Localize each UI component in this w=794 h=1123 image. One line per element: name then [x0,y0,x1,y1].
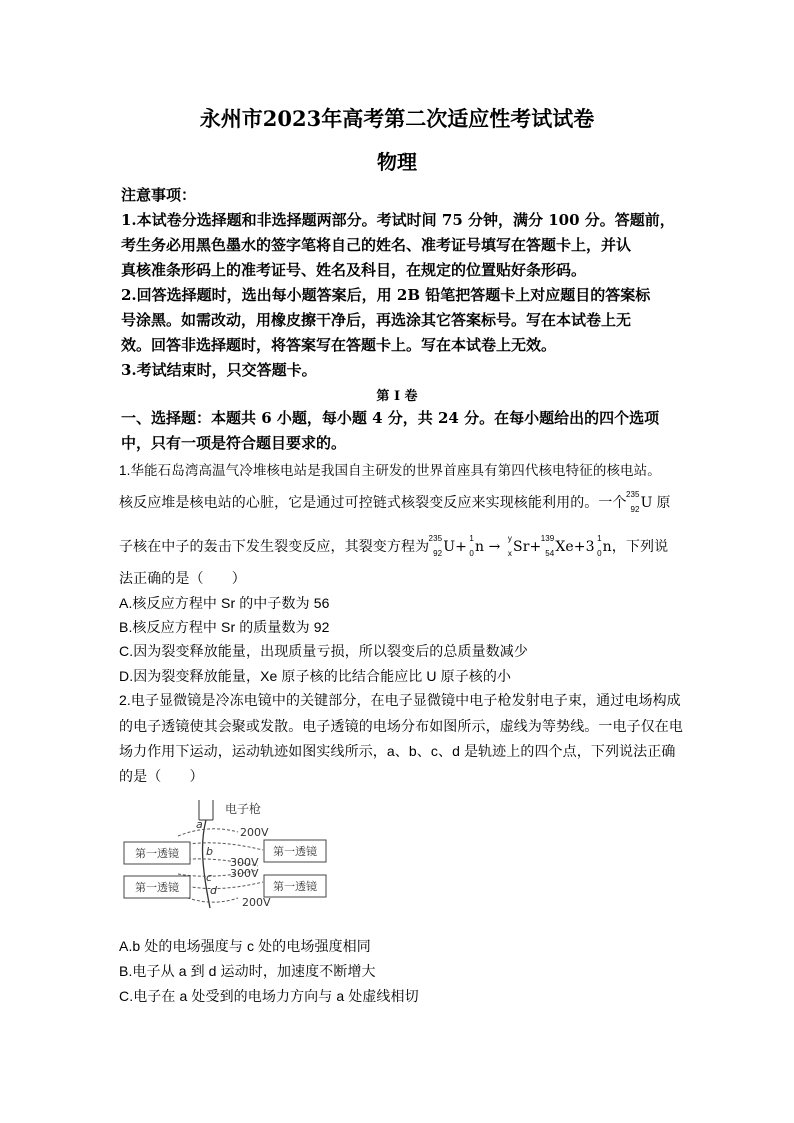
notes-line: 真核准条形码上的准考证号、姓名及科目，在规定的位置贴好条形码。 [121,261,587,279]
nuclide-u: 235 92 [428,534,443,558]
point-label-c: c [206,871,213,884]
nuclide-xe: 139 54 [540,534,555,558]
question-1-text: 法正确的是（ ） [119,570,246,586]
question-1-text: 核反应堆是核电站的心脏，它是通过可控链式核裂变反应来实现核能利用的。一个 235 92 U 原 [119,490,671,514]
nuclide-n: 1 0 [597,534,602,558]
option-a[interactable]: A.b 处的电场强度与 c 处的电场强度相同 [119,938,371,954]
notes-line: 1.本试卷分选择题和非选择题两部分。考试时间 75 分钟，满分 100 分。答题前， [121,211,675,229]
volume-label: 第 I 卷 [376,389,418,404]
nuclide-n: 1 0 [469,534,474,558]
potential-label: 300V [230,856,259,869]
lens-label: 第一透镜 [135,881,179,894]
potential-label: 300V [230,867,259,880]
section-heading: 中，只有一项是符合题目要求的。 [121,434,347,452]
subject-title: 物理 [377,150,417,174]
exam-title: 永州市2023年高考第二次适应性考试试卷 [199,106,595,131]
point-label-d: d [210,884,217,897]
notes-line: 考生务必用黑色墨水的签字笔将自己的姓名、准考证号填写在答题卡上，并认 [121,236,632,254]
point-label-b: b [206,845,213,858]
question-2-text: 场力作用下运动，运动轨迹如图实线所示，a、b、c、d 是轨迹上的四个点，下列说法正确 [119,743,676,759]
option-b[interactable]: B.电子从 a 到 d 运动时，加速度不断增大 [119,963,376,979]
section-heading: 一、选择题：本题共 6 小题，每小题 4 分，共 24 分。在每小题给出的四个选项 [121,409,660,427]
question-2-text: 2.电子显微镜是冷冻电镜中的关键部分，在电子显微镜中电子枪发射电子束，通过电场构成 [119,692,681,708]
potential-label: 200V [242,896,271,909]
question-1-text: 1.华能石岛湾高温气冷堆核电站是我国自主研发的世界首座具有第四代核电特征的核电站。 [119,463,661,478]
nuclide-u: 235 92 [625,490,640,514]
fission-equation-line: 子核在中子的轰击下发生裂变反应，其裂变方程为 235 92 U+ 1 0 n → y x Sr+ 139 54 Xe+3 1 0 n，下列说 [119,534,669,558]
option-d[interactable]: D.因为裂变释放能量，Xe 原子核的比结合能应比 U 原子核的小 [119,668,512,684]
notes-heading: 注意事项： [121,186,197,204]
lens-label: 第一透镜 [135,847,179,860]
option-b[interactable]: B.核反应方程中 Sr 的质量数为 92 [119,619,330,635]
lens-label: 第一透镜 [273,880,317,893]
gun-label: 电子枪 [225,802,262,816]
notes-line: 号涂黑。如需改动，用橡皮擦干净后，再选涂其它答案标号。写在本试卷上无 [121,311,632,329]
point-label-a: a [196,818,203,831]
nuclide-sr: y x [507,534,513,558]
electron-trajectory [203,820,213,908]
notes-line: 效。回答非选择题时，将答案写在答题卡上。写在本试卷上无效。 [121,336,557,354]
lens-label: 第一透镜 [273,845,317,858]
equipotential-line [178,843,263,850]
question-2-text: 的是（ ） [119,768,204,784]
electron-lens-figure [118,798,338,916]
electron-gun [199,800,213,820]
potential-label: 200V [240,826,269,839]
notes-line: 2.回答选择题时，选出每小题答案后，用 2B 铅笔把答题卡上对应题目的答案标 [121,286,651,304]
equipotential-line [178,829,238,836]
option-c[interactable]: C.电子在 a 处受到的电场力方向与 a 处虚线相切 [119,988,419,1004]
notes-line: 3.考试结束时，只交答题卡。 [121,361,317,379]
question-2-text: 的电子透镜使其会聚或发散。电子透镜的电场分布如图所示，虚线为等势线。一电子仅在电 [119,718,683,734]
option-a[interactable]: A.核反应方程中 Sr 的中子数为 56 [119,595,330,611]
equipotential-line [178,882,263,889]
option-c[interactable]: C.因为裂变释放能量，出现质量亏损，所以裂变后的总质量数减少 [119,643,528,659]
